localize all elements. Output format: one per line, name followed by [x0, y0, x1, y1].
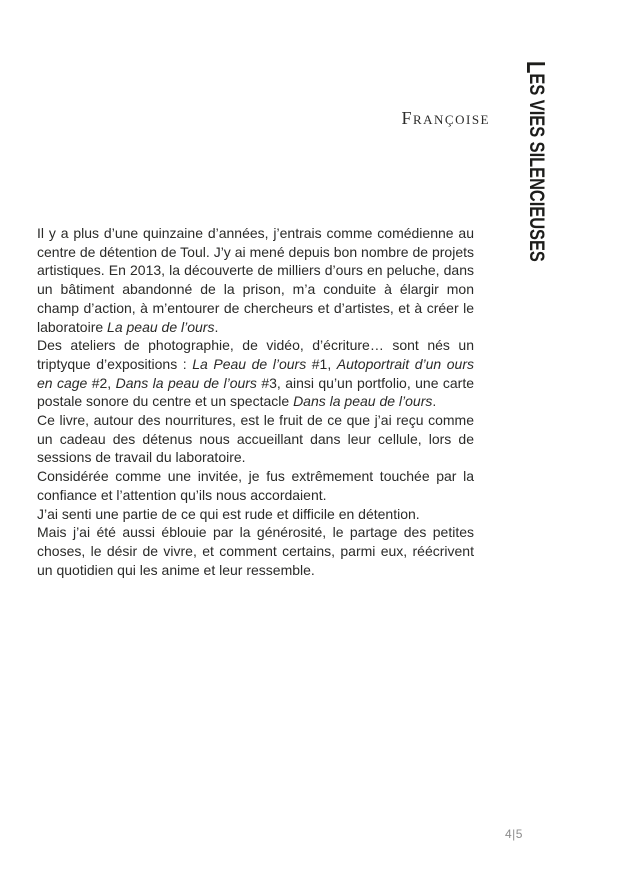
chapter-title-vertical: LES VIES SILENCIEUSES — [521, 61, 551, 262]
page-number: 4|5 — [505, 827, 523, 841]
paragraph: Il y a plus d’une quinzaine d’années, j’entrais comme comédienne au centre de détention de Toul. J’y ai mené depuis bon nombre de projets artistiques. En 2013, la découverte de milliers d’ours en peluche, dans un bâtiment abandonné de la prison, m’a conduite à élargir mon champ d’action, à m’entourer de chercheurs et d’artistes, et à créer le laboratoire La peau de l’ours. — [37, 225, 474, 335]
author-name: Françoise — [401, 108, 490, 128]
paragraph: Considérée comme une invitée, je fus extrêmement touchée par la confiance et l’attention qu’ils nous accordaient. — [37, 468, 474, 503]
paragraph: J’ai senti une partie de ce qui est rude et difficile en détention. — [37, 505, 420, 522]
paragraph: Mais j’ai été aussi éblouie par la générosité, le partage des petites choses, le désir de vivre, et comment certains, parmi eux, réécrivent un quotidien qui les anime et leur ressemble. — [37, 524, 474, 578]
body-text-block — [37, 224, 474, 579]
paragraph: Des ateliers de photographie, de vidéo, d’écriture… sont nés un triptyque d’expositions : La Peau de l’ours #1, Autoportrait d’un ours en cage #2, Dans la peau de l’ours #3, ainsi qu’un portfolio, une carte postale sonore du centre et un spectacle Dans la peau de l’ours. — [37, 337, 475, 410]
paragraph: Ce livre, autour des nourritures, est le fruit de ce que j’ai reçu comme un cadeau des détenus nous accueillant dans leur cellule, lors de sessions de travail du laboratoire. — [37, 412, 474, 466]
